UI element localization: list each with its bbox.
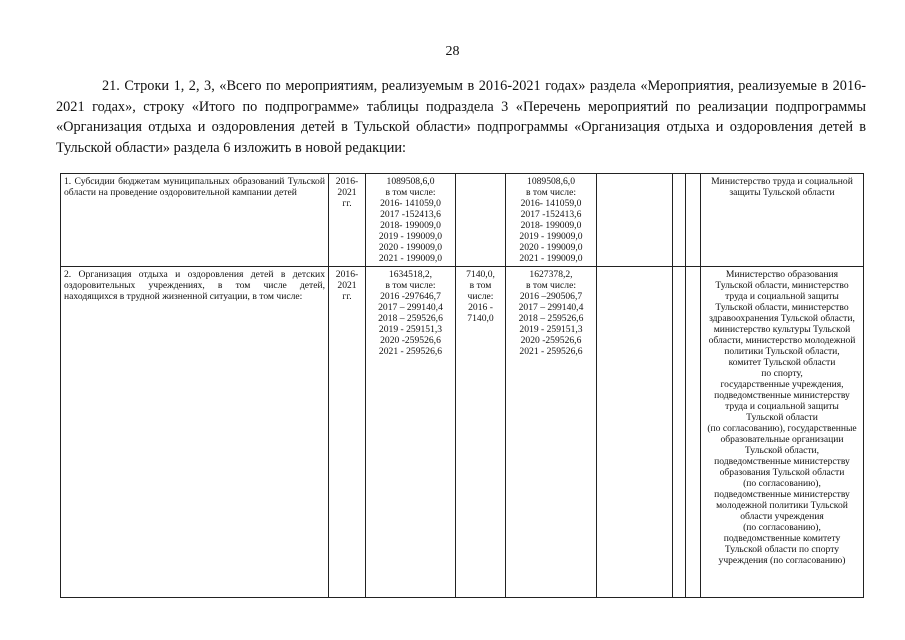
amount-line: в том xyxy=(469,280,492,291)
executor-line: (по согласованию), xyxy=(743,522,821,533)
executor-line: Тульской области по спорту xyxy=(724,544,840,555)
executor-line: подведомственные министерству xyxy=(714,456,850,467)
row-1-municipal xyxy=(597,174,673,267)
amount-line: 2021 - 199009,0 xyxy=(519,253,583,264)
executor-line: молодежной политики Тульской xyxy=(716,500,848,511)
intro-text: 21. Строки 1, 2, 3, «Всего по мероприятиям, реализуемым в 2016-2021 годах» раздела «Мероприятия, реализуемые в 2016-2021 годах», строку «Итого по подпрограмме» таблицы подраздела 3 «Перечень мероприятий по реализации подпрограммы «Организация отдыха и оздоровления детей в Тульской области» подпрограммы «Организация отдыха и оздоровления детей в Тульской области» раздела 6 изложить в новой редакции: xyxy=(56,78,866,156)
row-1-period xyxy=(329,174,366,267)
amount-line: 2017 – 299140,4 xyxy=(378,302,443,313)
amount-line: 2017 -152413,6 xyxy=(520,209,582,220)
executor-line: министерство культуры Тульской xyxy=(713,324,851,335)
row-2-total xyxy=(366,267,456,598)
amount-line: 2017 – 299140,4 xyxy=(518,302,584,313)
row-1-name: 1. Субсидии бюджетам муниципальных образований Тульской области на проведение оздоровительной кампании детей xyxy=(61,174,329,267)
row-2-executors xyxy=(701,267,864,598)
amount-line: 2020 - 199009,0 xyxy=(378,242,443,253)
executor-line: области, министерство молодежной xyxy=(708,335,856,346)
table-row xyxy=(61,267,864,598)
row-2-municipal xyxy=(597,267,673,598)
executor-line: области учреждения xyxy=(740,511,824,522)
amount-line: 2018- 199009,0 xyxy=(520,220,582,231)
executor-line: комитет Тульской области xyxy=(728,357,836,368)
amount-line: 2018- 199009,0 xyxy=(380,220,441,231)
amount-line: 2020 -259526,6 xyxy=(520,335,582,346)
executor-line: защиты Тульской области xyxy=(729,187,835,198)
amount-line: 7140,0 xyxy=(467,313,494,324)
amount-line: 2018 – 259526,6 xyxy=(518,313,584,324)
row-1-federal xyxy=(456,174,506,267)
executor-line: государственные учреждения, xyxy=(720,379,844,390)
period-line: гг. xyxy=(342,198,352,209)
executor-line: Тульской области, xyxy=(744,445,820,456)
amount-line: 2016- 141059,0 xyxy=(520,198,582,209)
period-line: 2021 xyxy=(337,280,357,291)
row-2-extra-b xyxy=(686,267,701,598)
measures-table xyxy=(60,173,864,598)
amount-line: в том числе: xyxy=(525,280,576,291)
amount-line: 2021 - 259526,6 xyxy=(378,346,443,357)
row-1-executors xyxy=(701,174,864,267)
executor-line: образовательные организации xyxy=(720,434,844,445)
executor-line: политики Тульской области, xyxy=(724,346,840,357)
row-2-name: 2. Организация отдыха и оздоровления детей в детских оздоровительных учреждениях, в том числе детей, находящихся в трудной жизненной ситуации, в том числе: xyxy=(61,267,329,598)
amount-line: в том числе: xyxy=(385,280,436,291)
executor-line: подведомственные министерству xyxy=(714,390,850,401)
row-1-total xyxy=(366,174,456,267)
amount-line: 7140,0, xyxy=(466,269,495,280)
executor-line: подведомственные министерству xyxy=(714,489,850,500)
amount-line: 2016 -297646,7 xyxy=(380,291,441,302)
executor-line: Тульской области, министерство xyxy=(715,302,849,313)
executor-line: Тульской области, министерство xyxy=(715,280,849,291)
executor-line: подведомственные комитету xyxy=(723,533,841,544)
row-1-extra-a xyxy=(673,174,686,267)
executor-line: Министерство образования xyxy=(725,269,839,280)
executor-line: (по согласованию), xyxy=(743,478,821,489)
amount-line: 2019 - 199009,0 xyxy=(519,231,583,242)
row-2-regional xyxy=(506,267,597,598)
executor-line: Министерство труда и социальной xyxy=(711,176,853,187)
page-number: 28 xyxy=(445,44,460,59)
period-line: гг. xyxy=(342,291,352,302)
row-2-federal xyxy=(456,267,506,598)
executor-line: здравоохранения Тульской области, xyxy=(709,313,855,324)
executor-line: учреждения (по согласованию) xyxy=(718,555,846,566)
amount-line: в том числе: xyxy=(385,187,436,198)
amount-line: 1089508,6,0 xyxy=(386,176,435,187)
executor-line: (по согласованию), государственные xyxy=(707,423,857,434)
amount-line: 2021 - 199009,0 xyxy=(378,253,443,264)
row-2-extra-a xyxy=(673,267,686,598)
amount-line: 2019 - 259151,3 xyxy=(519,324,583,335)
amount-line: 2019 - 259151,3 xyxy=(378,324,443,335)
executor-line: образования Тульской области xyxy=(719,467,845,478)
amount-line: 2017 -152413,6 xyxy=(380,209,441,220)
amount-line: 2016- 141059,0 xyxy=(380,198,441,209)
amount-line: 2019 - 199009,0 xyxy=(378,231,443,242)
table-row xyxy=(61,174,864,267)
amount-line: 2016 –290506,7 xyxy=(519,291,583,302)
amount-line: 2021 - 259526,6 xyxy=(519,346,583,357)
amount-line: 2020 - 199009,0 xyxy=(519,242,583,253)
executor-line: Тульской области xyxy=(746,412,818,423)
amount-line: 2018 – 259526,6 xyxy=(378,313,443,324)
amount-line: 1634518,2, xyxy=(388,269,433,280)
amount-line: в том числе: xyxy=(525,187,576,198)
row-2-period xyxy=(329,267,366,598)
intro-paragraph xyxy=(56,76,866,158)
period-line: 2021 xyxy=(337,187,357,198)
amount-line: числе: xyxy=(467,291,494,302)
executor-line: труда и социальной защиты xyxy=(725,291,839,302)
period-line: 2016- xyxy=(335,269,359,280)
period-line: 2016- xyxy=(335,176,359,187)
executor-line: труда и социальной защиты xyxy=(725,401,839,412)
amount-line: 2016 - xyxy=(468,302,493,313)
row-1-regional xyxy=(506,174,597,267)
amount-line: 2020 -259526,6 xyxy=(380,335,441,346)
amount-line: 1627378,2, xyxy=(529,269,573,280)
executor-line: по спорту, xyxy=(761,368,803,379)
row-1-extra-b xyxy=(686,174,701,267)
amount-line: 1089508,6,0 xyxy=(527,176,575,187)
